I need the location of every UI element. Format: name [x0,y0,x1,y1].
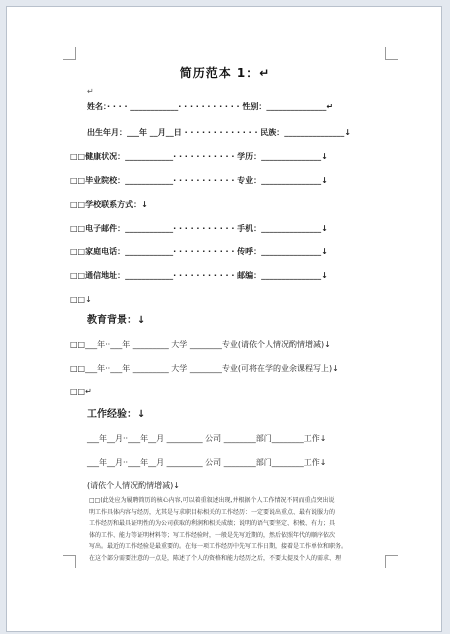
crop-mark-bottom-left [63,555,76,568]
paragraph-mark: ↵ [87,87,94,96]
empty-row: □□↓ [70,295,92,304]
paragraph-line: □□(此处应为履聘简历的核心内容,可以着重叙述出现,并根据个人工作情况不同而重点突出说 [89,497,335,504]
work-description-paragraph [89,495,389,564]
document-page [6,6,442,632]
field-row-address-postcode: □□通信地址：____________· · · · · · · · · · · 邮编：_______________↓ [70,271,328,280]
field-row-school-major: □□毕业院校：____________· · · · · · · · · · · 专业：_______________↓ [70,176,328,185]
paragraph-line: 体的工作、能力等证明材料等；写工作经验时，一般是先写近期的，然后依照年代的顺序依次 [89,531,336,539]
education-row: □□___年··___年 _________ 大学 ________专业(可将在学的业余课程写上)↓ [70,364,339,373]
paragraph-line: 明工作具体内容与经历，尤其是与求职目标相关的工作经历：一定要说出重点、最有说服力的 [89,508,336,516]
document-title: 简历范本 1：↵ [179,66,271,80]
field-row-email-mobile: □□电子邮件：____________· · · · · · · · · · · 手机：_______________↓ [70,224,328,233]
section-heading-education: 教育背景：↓ [87,315,146,326]
work-row: ___年__月··___年__月 _________ 公司 ________部门________工作↓ [87,434,327,443]
section-heading-work: 工作经验：↓ [87,409,146,420]
field-row-name-gender: 姓名：· · · · ____________· · · · · · · · · · · 性别：_______________↵ [87,102,334,111]
note-line: (请依个人情况酌情增减)↓ [87,481,180,490]
paragraph-line: 在这个部分需要注意的一点是，陈述了个人的资格和能力经历之后，不要太提及个人的需求、理 [89,554,342,562]
crop-mark-top-left [63,47,76,60]
field-row-birth-ethnicity: 出生年月：___年 __月__日 · · · · · · · · · · · · · 民族：_______________↓ [87,128,351,137]
work-row: ___年__月··___年__月 _________ 公司 ________部门________工作↓ [87,458,327,467]
education-row: □□___年··___年 _________ 大学 ________专业(请依个人情况酌情增减)↓ [70,340,331,349]
empty-row: □□↵ [70,387,92,396]
field-row-school-contact: □□学校联系方式：↓ [70,200,148,209]
paragraph-line: 写出。最近的工作经验是最重要的。在每一项工作经历中先写工作日期，接着是工作单位和职务。 [89,543,348,550]
paragraph-line: 工作经历和最具证明性的为公司获取的利润和相关成绩；说明的语气要坚定、积极、有力；具 [89,520,336,527]
field-row-phone-pager: □□家庭电话：____________· · · · · · · · · · · 传呼：_______________↓ [70,247,328,256]
field-row-health-education: □□健康状况：____________· · · · · · · · · · · 学历：_______________↓ [70,152,328,161]
crop-mark-top-right [385,47,398,60]
